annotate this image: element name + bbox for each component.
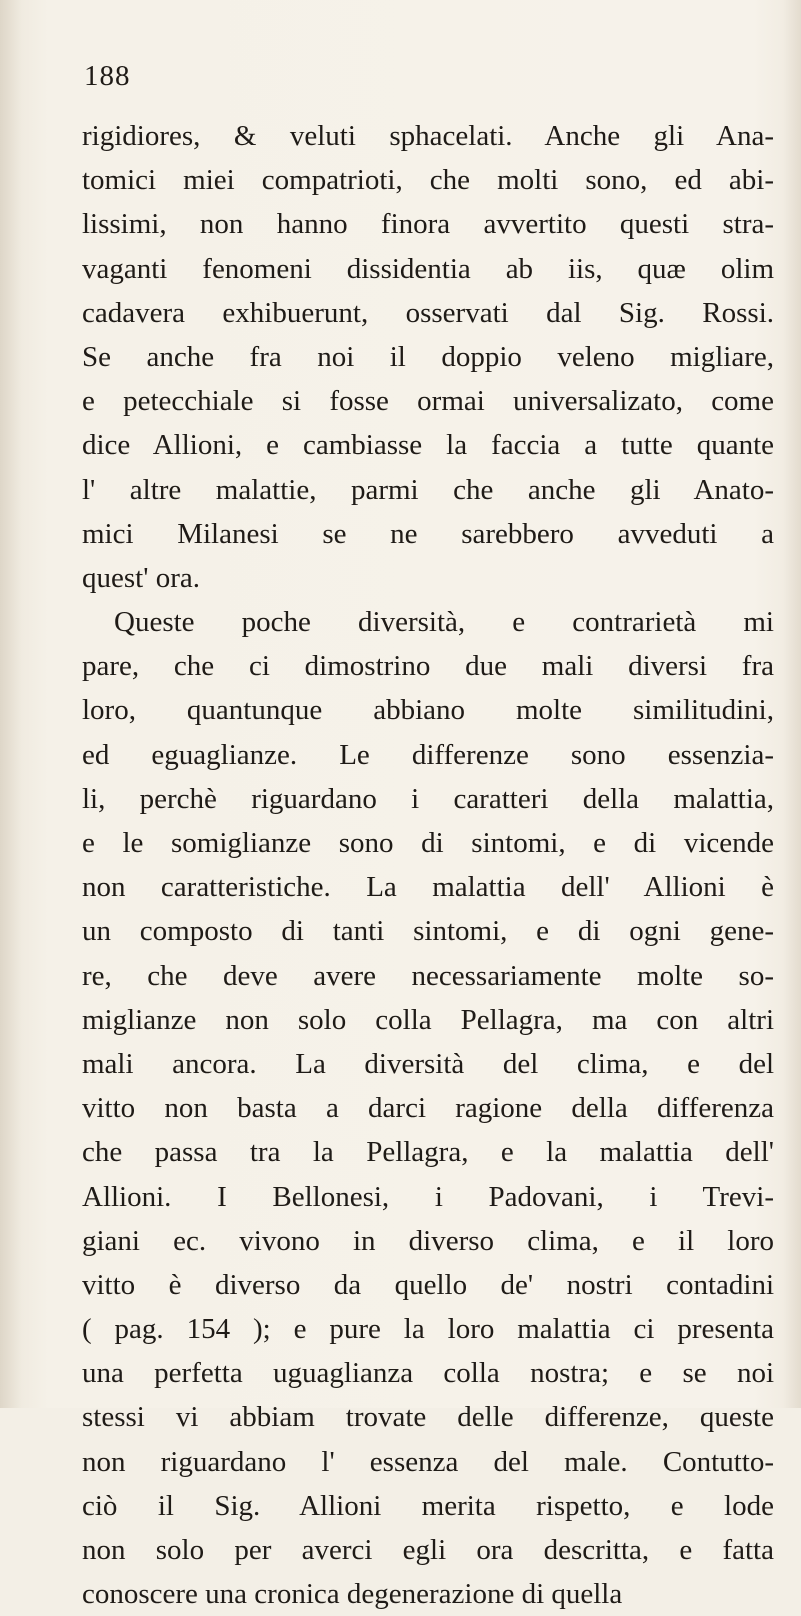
text-line: tomici miei compatrioti, che molti sono, ed abi-: [82, 164, 774, 197]
text-line: giani ec. vivono in diverso clima, e il loro: [82, 1224, 774, 1257]
text-line: quest' ora.: [82, 561, 200, 594]
text-line: e le somiglianze sono di sintomi, e di vicende: [82, 827, 774, 859]
text-line: un composto di tanti sintomi, e di ogni gene-: [82, 915, 774, 948]
text-line: dice Allioni, e cambiasse la faccia a tutte quante: [82, 429, 774, 462]
text-line: vaganti fenomeni dissidentia ab iis, quæ olim: [82, 252, 774, 285]
text-line: lissimi, non hanno finora avvertito questi stra-: [82, 208, 774, 241]
text-line: loro, quantunque abbiano molte similitudini,: [82, 694, 774, 727]
text-line: miglianze non solo colla Pellagra, ma con altri: [82, 1003, 774, 1036]
text-line: Queste poche diversità, e contrarietà mi: [114, 606, 774, 639]
text-line: ( pag. 154 ); e pure la loro malattia ci presenta: [82, 1313, 774, 1346]
page-gutter-shadow: [0, 0, 22, 1408]
text-line: Allioni. I Bellonesi, i Padovani, i Trevi-: [82, 1180, 774, 1213]
text-line: re, che deve avere necessariamente molte so-: [82, 959, 774, 992]
text-line: non riguardano l' essenza del male. Contutto-: [82, 1445, 774, 1478]
text-line: vitto non basta a darci ragione della differenza: [82, 1092, 774, 1125]
text-line: vitto è diverso da quello de' nostri contadini: [82, 1268, 774, 1301]
text-line: mici Milanesi se ne sarebbero avveduti a: [82, 517, 774, 550]
text-line: l' altre malattie, parmi che anche gli Anato-: [82, 473, 774, 506]
text-line: rigidiores, & veluti sphacelati. Anche gli Ana-: [82, 120, 774, 152]
text-line: conoscere una cronica degenerazione di quella: [82, 1578, 623, 1611]
text-line: pare, che ci dimostrino due mali diversi fra: [82, 650, 774, 683]
text-line: non caratteristiche. La malattia dell' Allioni è: [82, 871, 774, 904]
text-line: Se anche fra noi il doppio veleno migliare,: [82, 340, 774, 373]
text-line: ciò il Sig. Allioni merita rispetto, e lode: [82, 1489, 774, 1522]
text-line: una perfetta uguaglianza colla nostra; e se noi: [82, 1357, 774, 1390]
page-edge-shadow: [783, 0, 801, 1408]
text-line: cadavera exhibuerunt, osservati dal Sig. Rossi.: [82, 296, 774, 329]
page-number: 188: [84, 60, 131, 92]
text-line: che passa tra la Pellagra, e la malattia dell': [82, 1136, 774, 1169]
text-line: ed eguaglianze. Le differenze sono essenzia-: [82, 738, 774, 771]
text-line: e petecchiale si fosse ormai universalizato, come: [82, 385, 774, 418]
body-text: [82, 114, 774, 1616]
text-line: mali ancora. La diversità del clima, e del: [82, 1047, 774, 1080]
text-line: stessi vi abbiam trovate delle differenze, queste: [82, 1401, 774, 1434]
text-line: non solo per averci egli ora descritta, e fatta: [82, 1534, 774, 1566]
text-line: li, perchè riguardano i caratteri della malattia,: [82, 782, 774, 815]
